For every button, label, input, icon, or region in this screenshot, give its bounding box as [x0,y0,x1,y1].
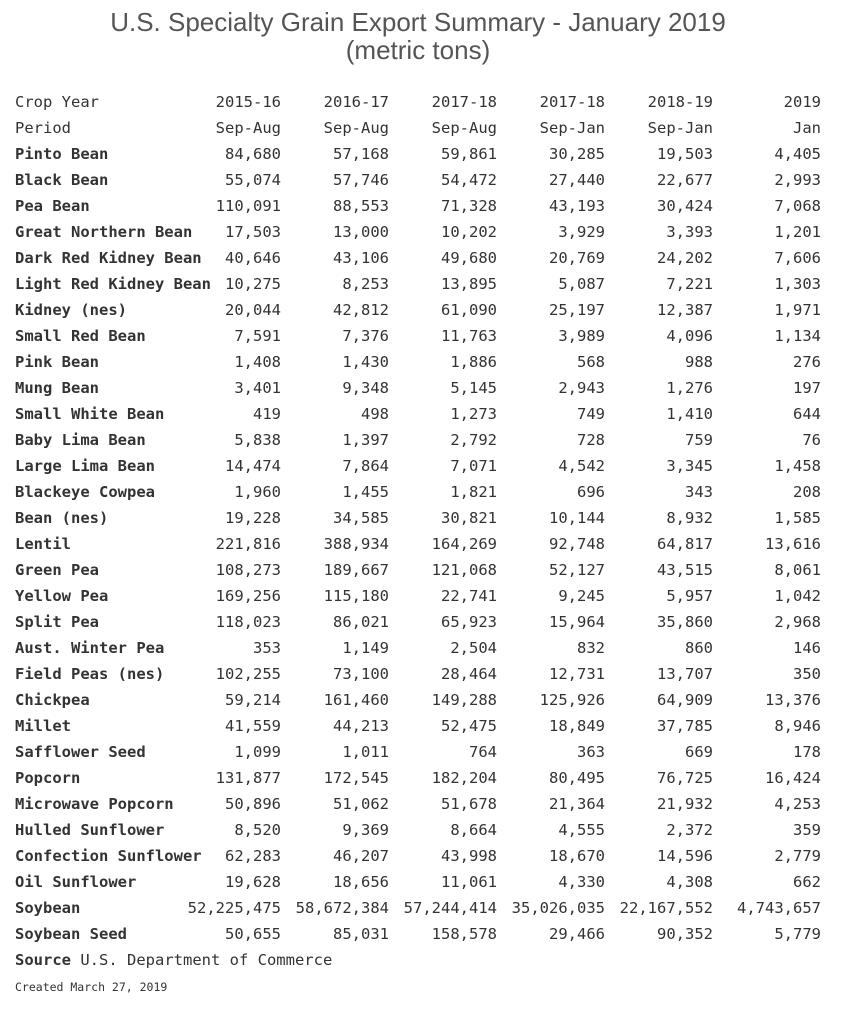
table-cell: 353 [253,639,281,657]
table-cell: 43,998 [441,847,497,865]
table-cell: 1,273 [450,405,497,423]
table-cell: 80,495 [549,769,605,787]
table-cell: 696 [577,483,605,501]
row-label: Millet [15,717,71,735]
table-cell: 178 [793,743,821,761]
table-cell: 121,068 [431,561,497,579]
table-cell: 498 [361,405,389,423]
row-label: Small White Bean [15,405,165,423]
table-cell: 1,201 [774,223,821,241]
header-label: Crop Year [15,93,99,111]
row-label: Pea Bean [15,197,90,215]
header-cell: 2017-18 [431,93,497,111]
table-cell: 1,276 [666,379,713,397]
row-label: Aust. Winter Pea [15,639,165,657]
row-label: Dark Red Kidney Bean [15,249,202,267]
table-cell: 19,228 [225,509,281,527]
table-cell: 17,503 [225,223,281,241]
row-label: Light Red Kidney Bean [15,275,211,293]
row-label: Great Northern Bean [15,223,193,241]
table-cell: 164,269 [431,535,497,553]
table-cell: 2,504 [450,639,497,657]
table-cell: 59,214 [225,691,281,709]
table-cell: 1,960 [234,483,281,501]
row-label: Green Pea [15,561,99,579]
table-row [0,661,844,687]
table-row [0,843,844,869]
table-cell: 110,091 [215,197,281,215]
table-cell: 9,369 [342,821,389,839]
row-label: Confection Sunflower [15,847,202,865]
table-cell: 158,578 [431,925,497,943]
table-cell: 76,725 [657,769,713,787]
table-cell: 146 [793,639,821,657]
table-cell: 1,971 [774,301,821,319]
table-cell: 19,628 [225,873,281,891]
table-row [0,193,844,219]
row-label: Large Lima Bean [15,457,155,475]
table-cell: 5,145 [450,379,497,397]
row-label: Bean (nes) [15,509,109,527]
header-cell: 2016-17 [323,93,389,111]
table-cell: 62,283 [225,847,281,865]
table-row [0,869,844,895]
table-cell: 10,144 [549,509,605,527]
table-cell: 19,503 [657,145,713,163]
table-cell: 3,401 [234,379,281,397]
table-cell: 8,946 [774,717,821,735]
table-cell: 4,743,657 [737,899,821,917]
table-cell: 49,680 [441,249,497,267]
header-cell: Sep-Aug [215,119,281,137]
table-cell: 208 [793,483,821,501]
row-label: Popcorn [15,769,81,787]
table-cell: 4,096 [666,327,713,345]
table-cell: 13,895 [441,275,497,293]
table-cell: 28,464 [441,665,497,683]
row-label: Soybean Seed [15,925,127,943]
table-cell: 16,424 [765,769,821,787]
row-label: Safflower Seed [15,743,146,761]
table-cell: 61,090 [441,301,497,319]
table-cell: 7,864 [342,457,389,475]
row-label: Hulled Sunflower [15,821,165,839]
table-cell: 1,408 [234,353,281,371]
table-cell: 76 [802,431,821,449]
table-row [0,531,844,557]
table-cell: 1,134 [774,327,821,345]
header-row [0,89,844,115]
row-label: Yellow Pea [15,587,109,605]
table-cell: 55,074 [225,171,281,189]
table-cell: 197 [793,379,821,397]
row-label: Pinto Bean [15,145,109,163]
table-row [0,713,844,739]
table-cell: 44,213 [333,717,389,735]
table-cell: 13,000 [333,223,389,241]
table-cell: 9,245 [558,587,605,605]
row-label: Baby Lima Bean [15,431,146,449]
table-cell: 149,288 [431,691,497,709]
table-cell: 182,204 [431,769,497,787]
table-cell: 988 [685,353,713,371]
header-cell: 2017-18 [539,93,605,111]
table-cell: 5,838 [234,431,281,449]
row-label: Soybean [15,899,81,917]
table-cell: 1,149 [342,639,389,657]
header-cell: Jan [793,119,821,137]
table-cell: 21,364 [549,795,605,813]
table-row [0,739,844,765]
table-row [0,817,844,843]
table-cell: 2,792 [450,431,497,449]
table-cell: 52,225,475 [187,899,281,917]
table-cell: 9,348 [342,379,389,397]
page-title: U.S. Specialty Grain Export Summary - January 2019 [110,7,726,37]
table-cell: 3,929 [558,223,605,241]
table-cell: 4,308 [666,873,713,891]
table-cell: 189,667 [323,561,389,579]
table-cell: 8,520 [234,821,281,839]
table-cell: 22,741 [441,587,497,605]
table-cell: 18,670 [549,847,605,865]
table-row [0,271,844,297]
table-cell: 7,221 [666,275,713,293]
table-cell: 35,860 [657,613,713,631]
table-row [0,401,844,427]
table-cell: 2,372 [666,821,713,839]
table-cell: 40,646 [225,249,281,267]
table-cell: 71,328 [441,197,497,215]
table-cell: 125,926 [539,691,605,709]
row-label: Kidney (nes) [15,301,127,319]
table-cell: 644 [793,405,821,423]
table-cell: 92,748 [549,535,605,553]
table-row [0,895,844,921]
table-row [0,687,844,713]
table-cell: 51,062 [333,795,389,813]
table-cell: 42,812 [333,301,389,319]
table-cell: 1,455 [342,483,389,501]
table-cell: 21,932 [657,795,713,813]
row-label: Small Red Bean [15,327,146,345]
table-cell: 568 [577,353,605,371]
row-label: Field Peas (nes) [15,665,165,683]
row-label: Microwave Popcorn [15,795,174,813]
table-cell: 3,393 [666,223,713,241]
table-cell: 52,475 [441,717,497,735]
table-cell: 20,044 [225,301,281,319]
table-cell: 20,769 [549,249,605,267]
table-row [0,609,844,635]
header-label: Period [15,119,71,137]
header-cell: 2019 [783,93,821,111]
table-cell: 22,167,552 [619,899,713,917]
table-cell: 343 [685,483,713,501]
table-cell: 43,193 [549,197,605,215]
source-text: U.S. Department of Commerce [71,951,333,969]
table-cell: 24,202 [657,249,713,267]
table-cell: 1,821 [450,483,497,501]
table-cell: 1,042 [774,587,821,605]
table-cell: 7,068 [774,197,821,215]
table-cell: 1,099 [234,743,281,761]
table-cell: 1,011 [342,743,389,761]
table-cell: 363 [577,743,605,761]
table-row [0,427,844,453]
table-row [0,921,844,947]
table-row [0,297,844,323]
table-cell: 57,168 [333,145,389,163]
table-cell: 30,285 [549,145,605,163]
header-cell: 2015-16 [215,93,281,111]
table-cell: 51,678 [441,795,497,813]
table-cell: 13,376 [765,691,821,709]
header-cell: Sep-Aug [323,119,389,137]
table-cell: 52,127 [549,561,605,579]
table-cell: 3,345 [666,457,713,475]
table-cell: 88,553 [333,197,389,215]
table-cell: 1,410 [666,405,713,423]
table-cell: 11,061 [441,873,497,891]
table-cell: 860 [685,639,713,657]
source-line [15,947,332,973]
table-cell: 749 [577,405,605,423]
table-cell: 2,779 [774,847,821,865]
row-label: Lentil [15,535,71,553]
table-cell: 728 [577,431,605,449]
table-cell: 276 [793,353,821,371]
table-cell: 832 [577,639,605,657]
table-cell: 5,779 [774,925,821,943]
table-cell: 221,816 [215,535,281,553]
table-cell: 12,387 [657,301,713,319]
table-row [0,141,844,167]
table-cell: 359 [793,821,821,839]
table-cell: 8,061 [774,561,821,579]
row-label: Chickpea [15,691,90,709]
table-cell: 41,559 [225,717,281,735]
table-cell: 54,472 [441,171,497,189]
table-cell: 59,861 [441,145,497,163]
table-cell: 3,989 [558,327,605,345]
table-cell: 4,405 [774,145,821,163]
table-row [0,557,844,583]
table-row [0,765,844,791]
table-cell: 43,515 [657,561,713,579]
table-cell: 50,655 [225,925,281,943]
table-cell: 172,545 [323,769,389,787]
table-cell: 90,352 [657,925,713,943]
header-cell: Sep-Jan [539,119,605,137]
table-cell: 350 [793,665,821,683]
table-cell: 1,397 [342,431,389,449]
table-cell: 43,106 [333,249,389,267]
table-cell: 13,616 [765,535,821,553]
row-label: Split Pea [15,613,99,631]
table-cell: 10,202 [441,223,497,241]
table-cell: 1,430 [342,353,389,371]
table-cell: 118,023 [215,613,281,631]
table-cell: 10,275 [225,275,281,293]
table-cell: 57,244,414 [403,899,497,917]
table-row [0,245,844,271]
table-cell: 12,731 [549,665,605,683]
table-cell: 18,656 [333,873,389,891]
table-cell: 29,466 [549,925,605,943]
table-cell: 57,746 [333,171,389,189]
created-date: Created March 27, 2019 [15,980,168,994]
table-cell: 30,821 [441,509,497,527]
table-cell: 37,785 [657,717,713,735]
table-cell: 64,909 [657,691,713,709]
header-cell: Sep-Aug [431,119,497,137]
header-cell: Sep-Jan [647,119,713,137]
table-cell: 388,934 [323,535,389,553]
table-cell: 115,180 [323,587,389,605]
table-cell: 764 [469,743,497,761]
table-cell: 34,585 [333,509,389,527]
table-cell: 662 [793,873,821,891]
header-cell: 2018-19 [647,93,713,111]
table-row [0,791,844,817]
header-row [0,115,844,141]
table-cell: 18,849 [549,717,605,735]
row-label: Black Bean [15,171,109,189]
table-row [0,219,844,245]
table-cell: 50,896 [225,795,281,813]
table-cell: 669 [685,743,713,761]
table-row [0,583,844,609]
table-cell: 65,923 [441,613,497,631]
table-cell: 30,424 [657,197,713,215]
table-cell: 11,763 [441,327,497,345]
table-cell: 86,021 [333,613,389,631]
table-cell: 5,087 [558,275,605,293]
table-cell: 131,877 [215,769,281,787]
table-cell: 1,303 [774,275,821,293]
table-cell: 7,071 [450,457,497,475]
table-cell: 27,440 [549,171,605,189]
table-cell: 2,943 [558,379,605,397]
table-cell: 85,031 [333,925,389,943]
table-cell: 64,817 [657,535,713,553]
table-cell: 4,542 [558,457,605,475]
table-cell: 14,596 [657,847,713,865]
table-cell: 25,197 [549,301,605,319]
table-cell: 102,255 [215,665,281,683]
table-row [0,479,844,505]
table-cell: 5,957 [666,587,713,605]
table-cell: 8,932 [666,509,713,527]
table-cell: 4,330 [558,873,605,891]
table-row [0,635,844,661]
table-cell: 7,606 [774,249,821,267]
table-cell: 1,458 [774,457,821,475]
table-cell: 35,026,035 [511,899,605,917]
table-cell: 169,256 [215,587,281,605]
table-cell: 108,273 [215,561,281,579]
table-cell: 7,376 [342,327,389,345]
row-label: Blackeye Cowpea [15,483,155,501]
table-cell: 73,100 [333,665,389,683]
row-label: Oil Sunflower [15,873,137,891]
table-cell: 7,591 [234,327,281,345]
table-cell: 8,664 [450,821,497,839]
table-cell: 759 [685,431,713,449]
table-row [0,375,844,401]
table-row [0,505,844,531]
table-row [0,323,844,349]
source-label: Source [15,951,71,969]
table-row [0,349,844,375]
row-label: Pink Bean [15,353,99,371]
table-cell: 419 [253,405,281,423]
page-subtitle: (metric tons) [345,35,491,65]
table-cell: 13,707 [657,665,713,683]
table-cell: 161,460 [323,691,389,709]
table-cell: 58,672,384 [295,899,389,917]
table-cell: 4,555 [558,821,605,839]
table-cell: 84,680 [225,145,281,163]
table-cell: 2,968 [774,613,821,631]
table-row [0,453,844,479]
table-cell: 22,677 [657,171,713,189]
row-label: Mung Bean [15,379,99,397]
table-cell: 1,585 [774,509,821,527]
table-cell: 15,964 [549,613,605,631]
table-cell: 8,253 [342,275,389,293]
table-cell: 46,207 [333,847,389,865]
table-row [0,167,844,193]
table-cell: 14,474 [225,457,281,475]
table-cell: 2,993 [774,171,821,189]
table-cell: 4,253 [774,795,821,813]
table-cell: 1,886 [450,353,497,371]
